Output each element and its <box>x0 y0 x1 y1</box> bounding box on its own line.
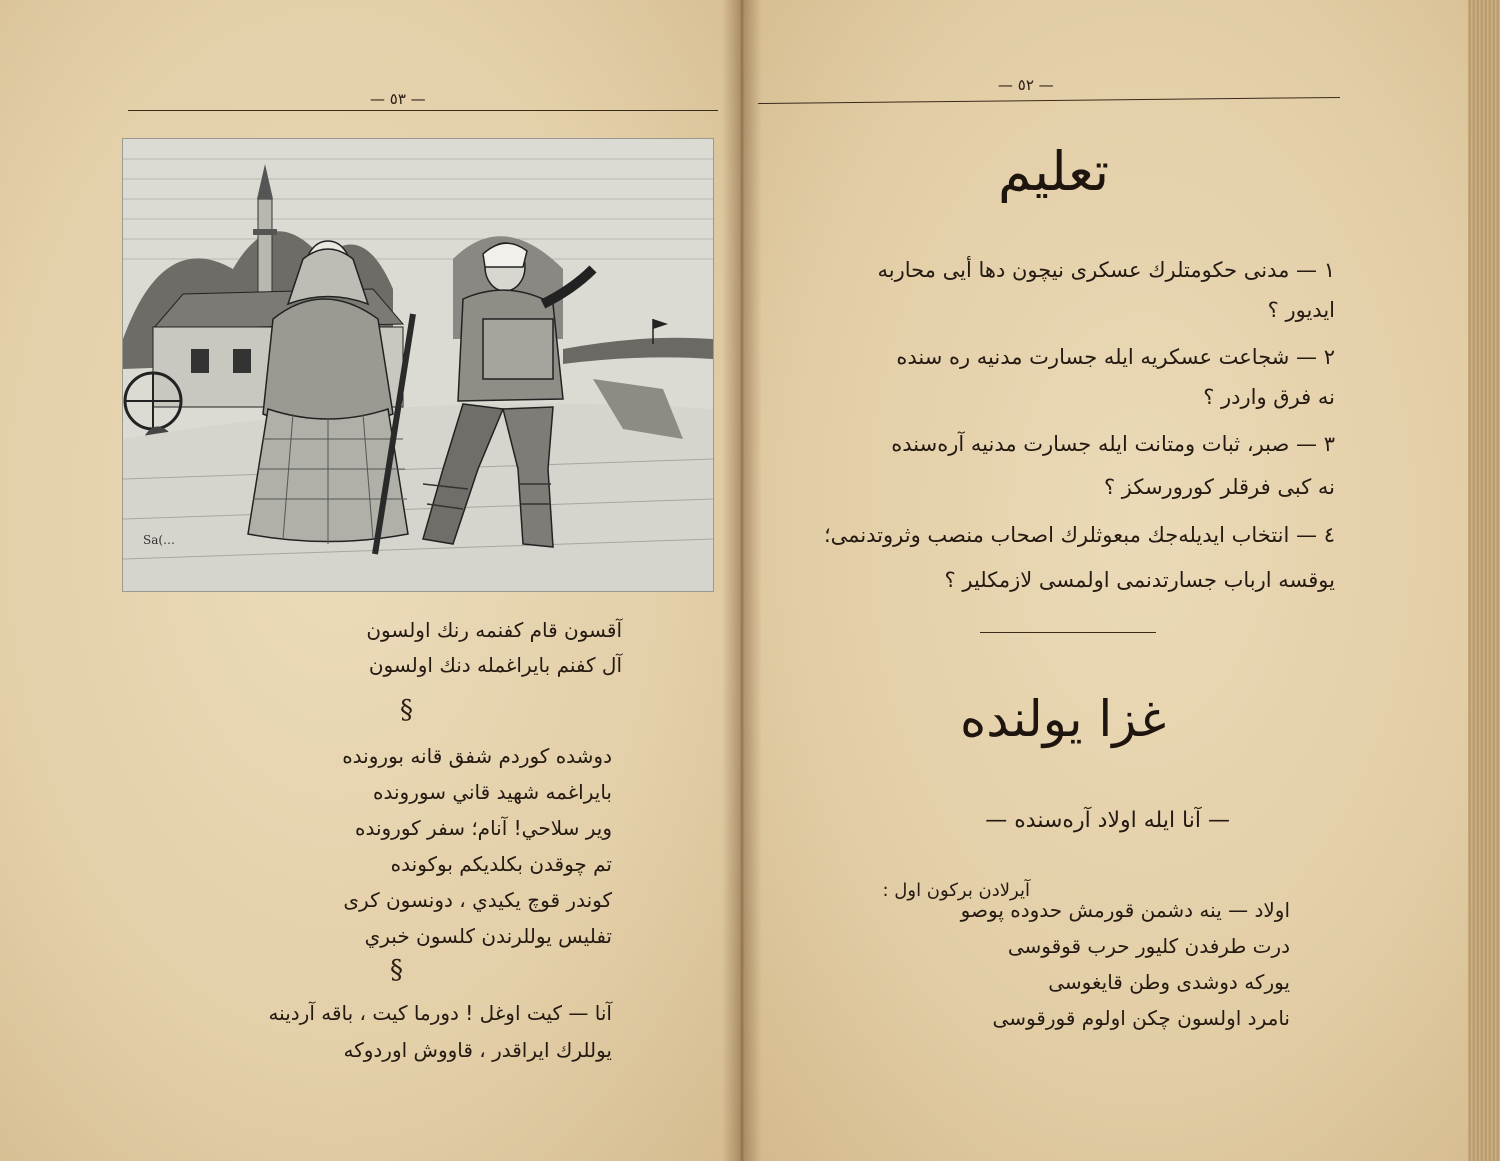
page-number: — ٥٣ — <box>370 90 426 108</box>
poem-line: نامرد اولسون چكن اولوم قورقوسى <box>992 1006 1290 1030</box>
verse-line: آل كفنم بايراغمله دنك اولسون <box>368 653 622 677</box>
stage-direction: آيرلادن بركون اول : <box>882 880 1030 901</box>
section-title: تعليم <box>998 140 1110 203</box>
page-number: — ٥٢ — <box>998 76 1054 94</box>
question-line: نه كبى فرقلر كورورسكز ؟ <box>1103 475 1335 499</box>
engraving-illustration <box>122 138 714 592</box>
poem-line: درت طرفدن كليور حرب قوقوسى <box>1007 934 1290 958</box>
question-line: ٢ — شجاعت عسكريه ايله جسارت مدنيه ره سنده <box>896 345 1335 369</box>
verse-line: تم چوقدن بكلديكم بوكونده <box>390 852 612 876</box>
verse-line: يوللرك ايراقدر ، قاووش اوردوكه <box>343 1038 612 1062</box>
section-mark: § <box>400 695 413 725</box>
illustration-signature: Sa(… <box>143 533 176 547</box>
poem-subtitle: — آنا ايله اولاد آره‌سنده — <box>985 808 1230 833</box>
header-rule <box>128 110 718 111</box>
question-line: ٤ — انتخاب ايديله‌جك مبعوثلرك اصحاب منصب وثروتدنمى؛ <box>824 523 1335 547</box>
poem-title: غزا يولنده <box>960 690 1167 748</box>
right-page <box>740 0 1470 1161</box>
left-page <box>0 0 740 1161</box>
verse-line: دوشده كوردم شفق قانه بورونده <box>342 744 612 768</box>
page-edges <box>1468 0 1500 1161</box>
soldier-and-mother-illustration <box>123 139 713 591</box>
divider-rule <box>980 632 1156 633</box>
verse-line: وير سلاحي! آنام؛ سفر كورونده <box>354 816 612 840</box>
question-line: ايديور ؟ <box>1267 298 1335 322</box>
verse-line: كوندر قوچ يكيدي ، دونسون كرى <box>343 888 612 912</box>
header-rule <box>758 97 1340 104</box>
poem-line: يوركه دوشدى وطن قايغوسى <box>1048 970 1290 994</box>
verse-line: آنا — كيت اوغل ! دورما كيت ، باقه آردينه <box>268 1001 612 1025</box>
poem-line: اولاد — ينه دشمن قورمش حدوده پوصو <box>960 898 1290 922</box>
question-line: ٣ — صبر، ثبات ومتانت ايله جسارت مدنيه آره‌سنده <box>891 432 1335 456</box>
verse-line: آقسون قام كفنمه رنك اولسون <box>366 618 622 642</box>
verse-line: تفليس يوللرندن كلسون خبري <box>364 924 612 948</box>
question-line: يوقسه ارباب جسارتدنمى اولمسى لازمكلير ؟ <box>944 568 1335 592</box>
section-mark: § <box>390 955 403 985</box>
question-line: نه فرق واردر ؟ <box>1203 385 1335 409</box>
question-line: ١ — مدنى حكومتلرك عسكرى نيچون دها أيى محاربه <box>877 258 1335 282</box>
verse-line: بايراغمه شهيد قاني سورونده <box>373 780 612 804</box>
